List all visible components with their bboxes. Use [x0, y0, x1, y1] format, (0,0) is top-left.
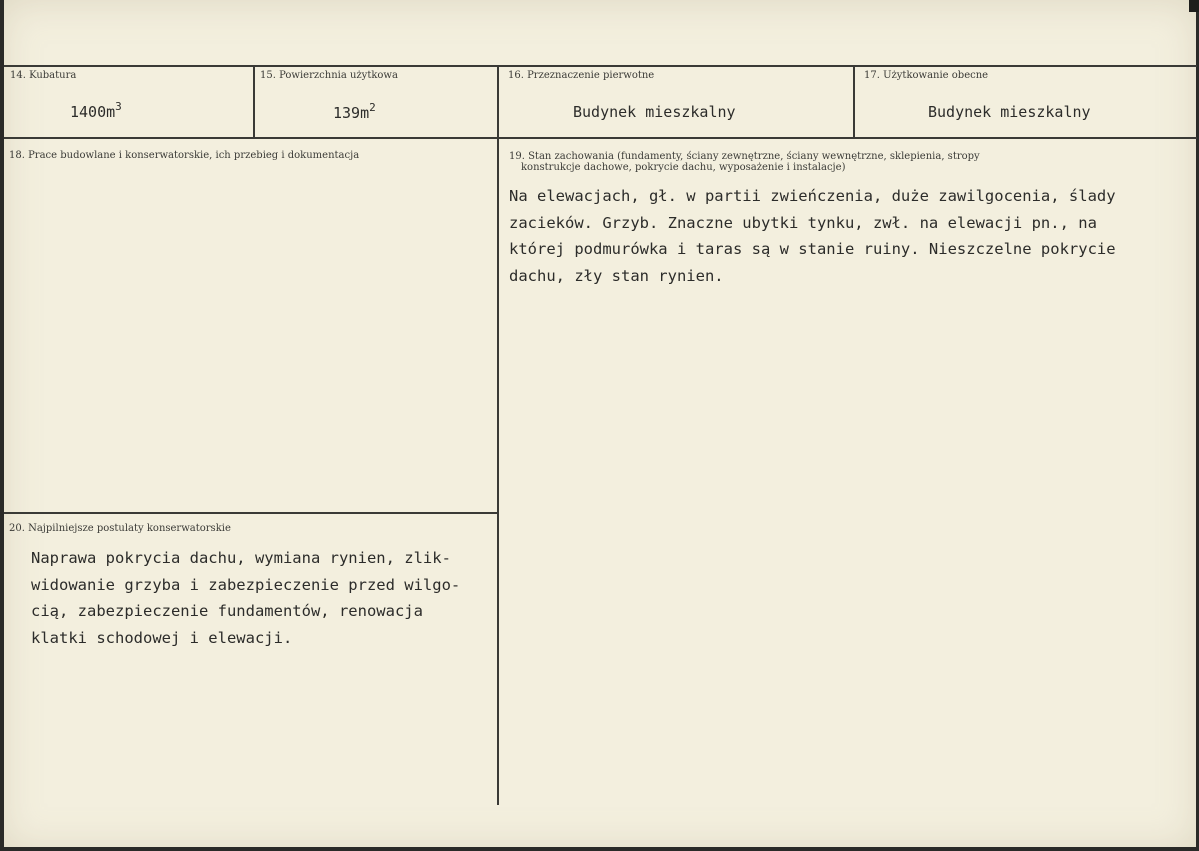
section-rule-18-20	[4, 512, 498, 514]
field-16-label: 16. Przeznaczenie pierwotne	[508, 70, 655, 81]
field-20-label: 20. Najpilniejsze postulaty konserwatorskie	[9, 523, 231, 534]
field-20-line: cią, zabezpieczenie fundamentów, renowacja	[31, 602, 423, 620]
field-18-label: 18. Prace budowlane i konserwatorskie, ich przebieg i dokumentacja	[9, 150, 360, 161]
scan-corner	[1189, 0, 1199, 12]
field-17-label: 17. Użytkowanie obecne	[864, 70, 989, 81]
divider-16-17	[853, 65, 855, 138]
field-19-text	[509, 183, 1116, 289]
field-20-text	[31, 545, 460, 651]
field-20-line: klatki schodowej i elewacji.	[31, 628, 293, 647]
field-17-value: Budynek mieszkalny	[928, 103, 1091, 121]
field-20-line: widowanie grzyba i zabezpieczenie przed wilgo-	[31, 575, 461, 594]
field-19-line: zacieków. Grzyb. Znaczne ubytki tynku, zwł. na elewacji pn., na	[509, 213, 1097, 232]
top-rule	[4, 65, 1197, 67]
field-14-label: 14. Kubatura	[10, 70, 77, 81]
scan-edge-bottom	[0, 847, 1199, 851]
field-15-value: $139m^2$	[333, 101, 376, 122]
field-19-line: Na elewacjach, gł. w partii zwieńczenia, duże zawilgocenia, ślady	[509, 187, 1116, 205]
scan-edge-left	[0, 0, 4, 851]
field-19-label-line2: konstrukcje dachowe, pokrycie dachu, wyposażenie i instalacje)	[521, 162, 846, 173]
divider-14-15	[253, 65, 255, 138]
row-rule	[4, 137, 1197, 139]
field-16-value: Budynek mieszkalny	[573, 103, 736, 121]
field-14-value: $1400m^3$	[70, 100, 122, 121]
field-15-label: 15. Powierzchnia użytkowa	[260, 70, 398, 81]
field-19-line: dachu, zły stan rynien.	[509, 266, 724, 285]
field-19-line: której podmurówka i taras są w stanie ruiny. Nieszczelne pokrycie	[509, 240, 1116, 258]
divider-main	[497, 65, 499, 805]
field-19-label-line1: 19. Stan zachowania (fundamenty, ściany zewnętrzne, ściany wewnętrzne, sklepienia, stropy	[509, 151, 980, 162]
field-20-line: Naprawa pokrycia dachu, wymiana rynien, zlik-	[31, 549, 451, 567]
